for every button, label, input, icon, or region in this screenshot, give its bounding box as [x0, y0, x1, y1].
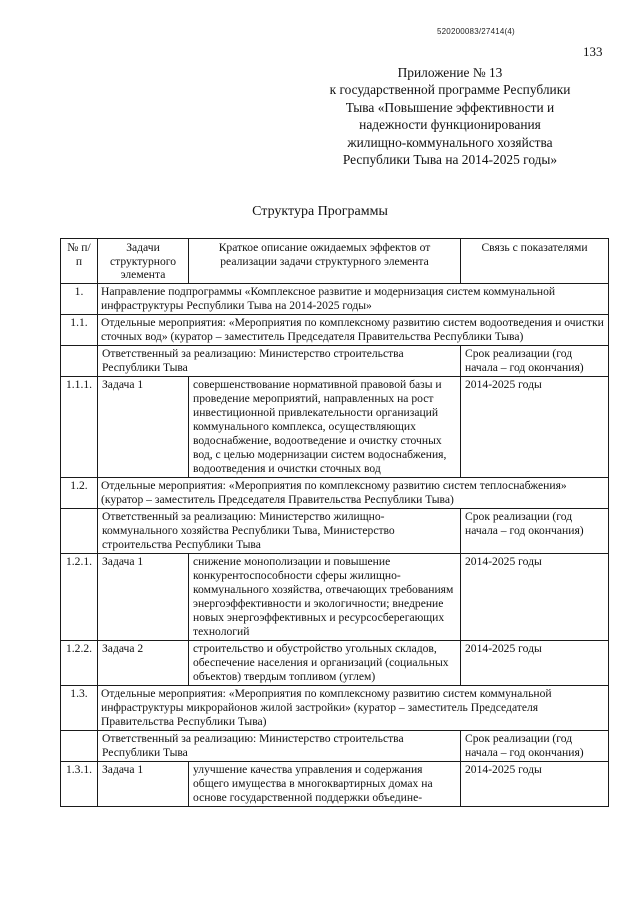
- task-term: 2014-2025 годы: [461, 761, 609, 806]
- header-effects: Краткое описание ожидаемых эффектов от реализации задачи структурного элемента: [189, 239, 461, 284]
- row-number: 1.: [61, 283, 98, 314]
- task-name: Задача 1: [98, 553, 189, 640]
- appendix-line: жилищно-коммунального хозяйства: [347, 134, 553, 150]
- task-row: [61, 553, 609, 640]
- appendix-line: Приложение № 13: [397, 65, 503, 80]
- row-number: 1.1.: [61, 314, 98, 345]
- section-row: [61, 283, 609, 314]
- empty-cell: [61, 730, 98, 761]
- task-row: [61, 761, 609, 806]
- responsible-text: Ответственный за реализацию: Министерство строительства Республики Тыва: [98, 730, 461, 761]
- term-header: Срок реализации (год начала – год окончания): [461, 730, 609, 761]
- header-num: № п/п: [61, 239, 98, 284]
- section-text: Отдельные мероприятия: «Мероприятия по комплексному развитию систем коммунальной инфраструктуры микрорайонов жилой застройки» (куратор – заместитель Председателя Правительства Республики Тыва): [98, 685, 609, 730]
- section-row: [61, 685, 609, 730]
- row-number: 1.3.1.: [61, 761, 98, 806]
- term-header: Срок реализации (год начала – год окончания): [461, 508, 609, 553]
- term-header: Срок реализации (год начала – год окончания): [461, 345, 609, 376]
- page-number: 133: [583, 44, 603, 59]
- task-row: [61, 640, 609, 685]
- task-name: Задача 1: [98, 376, 189, 477]
- responsible-row: [61, 508, 609, 553]
- row-number: 1.3.: [61, 685, 98, 730]
- appendix-line: надежности функционирования: [359, 117, 541, 133]
- table-header-row: [61, 239, 609, 284]
- document-id: 520200083/27414(4): [437, 27, 515, 36]
- task-effect: улучшение качества управления и содержания общего имущества в многоквартирных домах на основе государственной поддержки объедине-: [189, 761, 461, 806]
- section-row: [61, 477, 609, 508]
- task-effect: снижение монополизации и повышение конкурентоспособности сферы жилищно-коммунального хозяйства, отвечающих требованиям энергоэффективности и экологичности; внедрение новых энергоэффективных и ресурсосберегающих технологий: [189, 553, 461, 640]
- responsible-row: [61, 730, 609, 761]
- task-term: 2014-2025 годы: [461, 553, 609, 640]
- task-effect: строительство и обустройство угольных складов, обеспечение населения и организаций (социальных объектов) твердым топливом (углем): [189, 640, 461, 685]
- row-number: 1.2.1.: [61, 553, 98, 640]
- responsible-text: Ответственный за реализацию: Министерство жилищно-коммунального хозяйства Республики Тыва, Министерство строительства Республики Тыва: [98, 508, 461, 553]
- document-title: Структура Программы: [252, 204, 388, 219]
- section-text: Направление подпрограммы «Комплексное развитие и модернизация систем коммунальной инфраструктуры Республики Тыва на 2014-2025 годы»: [98, 283, 609, 314]
- section-row: [61, 314, 609, 345]
- responsible-row: [61, 345, 609, 376]
- row-number: 1.2.: [61, 477, 98, 508]
- task-name: Задача 2: [98, 640, 189, 685]
- appendix-line: к государственной программе Республики: [329, 82, 571, 98]
- task-name: Задача 1: [98, 761, 189, 806]
- appendix-line: Тыва «Повышение эффективности и: [345, 99, 555, 115]
- program-structure-table: [60, 238, 609, 807]
- header-indicators: Связь с показателями: [461, 239, 609, 284]
- task-effect: совершенствование нормативной правовой базы и проведение мероприятий, направленных на рост инвестиционной привлекательности организаций коммунального комплекса, осуществляющих водоснабжение, водоотведение и очистку сточных вод, с целью модернизации систем водоснабжения, водоотведения и очистки сточных вод: [189, 376, 461, 477]
- task-term: 2014-2025 годы: [461, 640, 609, 685]
- task-term: 2014-2025 годы: [461, 376, 609, 477]
- appendix-heading: [300, 64, 600, 168]
- empty-cell: [61, 345, 98, 376]
- section-text: Отдельные мероприятия: «Мероприятия по комплексному развитию систем водоотведения и очистки сточных вод» (куратор – заместитель Председателя Правительства Республики Тыва): [98, 314, 609, 345]
- section-text: Отдельные мероприятия: «Мероприятия по комплексному развитию систем теплоснабжения» (куратор – заместитель Председателя Правительства Республики Тыва): [98, 477, 609, 508]
- table-body: [61, 283, 609, 806]
- row-number: 1.1.1.: [61, 376, 98, 477]
- empty-cell: [61, 508, 98, 553]
- appendix-line: Республики Тыва на 2014-2025 годы»: [342, 152, 558, 168]
- row-number: 1.2.2.: [61, 640, 98, 685]
- header-tasks: Задачи структурного элемента: [98, 239, 189, 284]
- responsible-text: Ответственный за реализацию: Министерство строительства Республики Тыва: [98, 345, 461, 376]
- task-row: [61, 376, 609, 477]
